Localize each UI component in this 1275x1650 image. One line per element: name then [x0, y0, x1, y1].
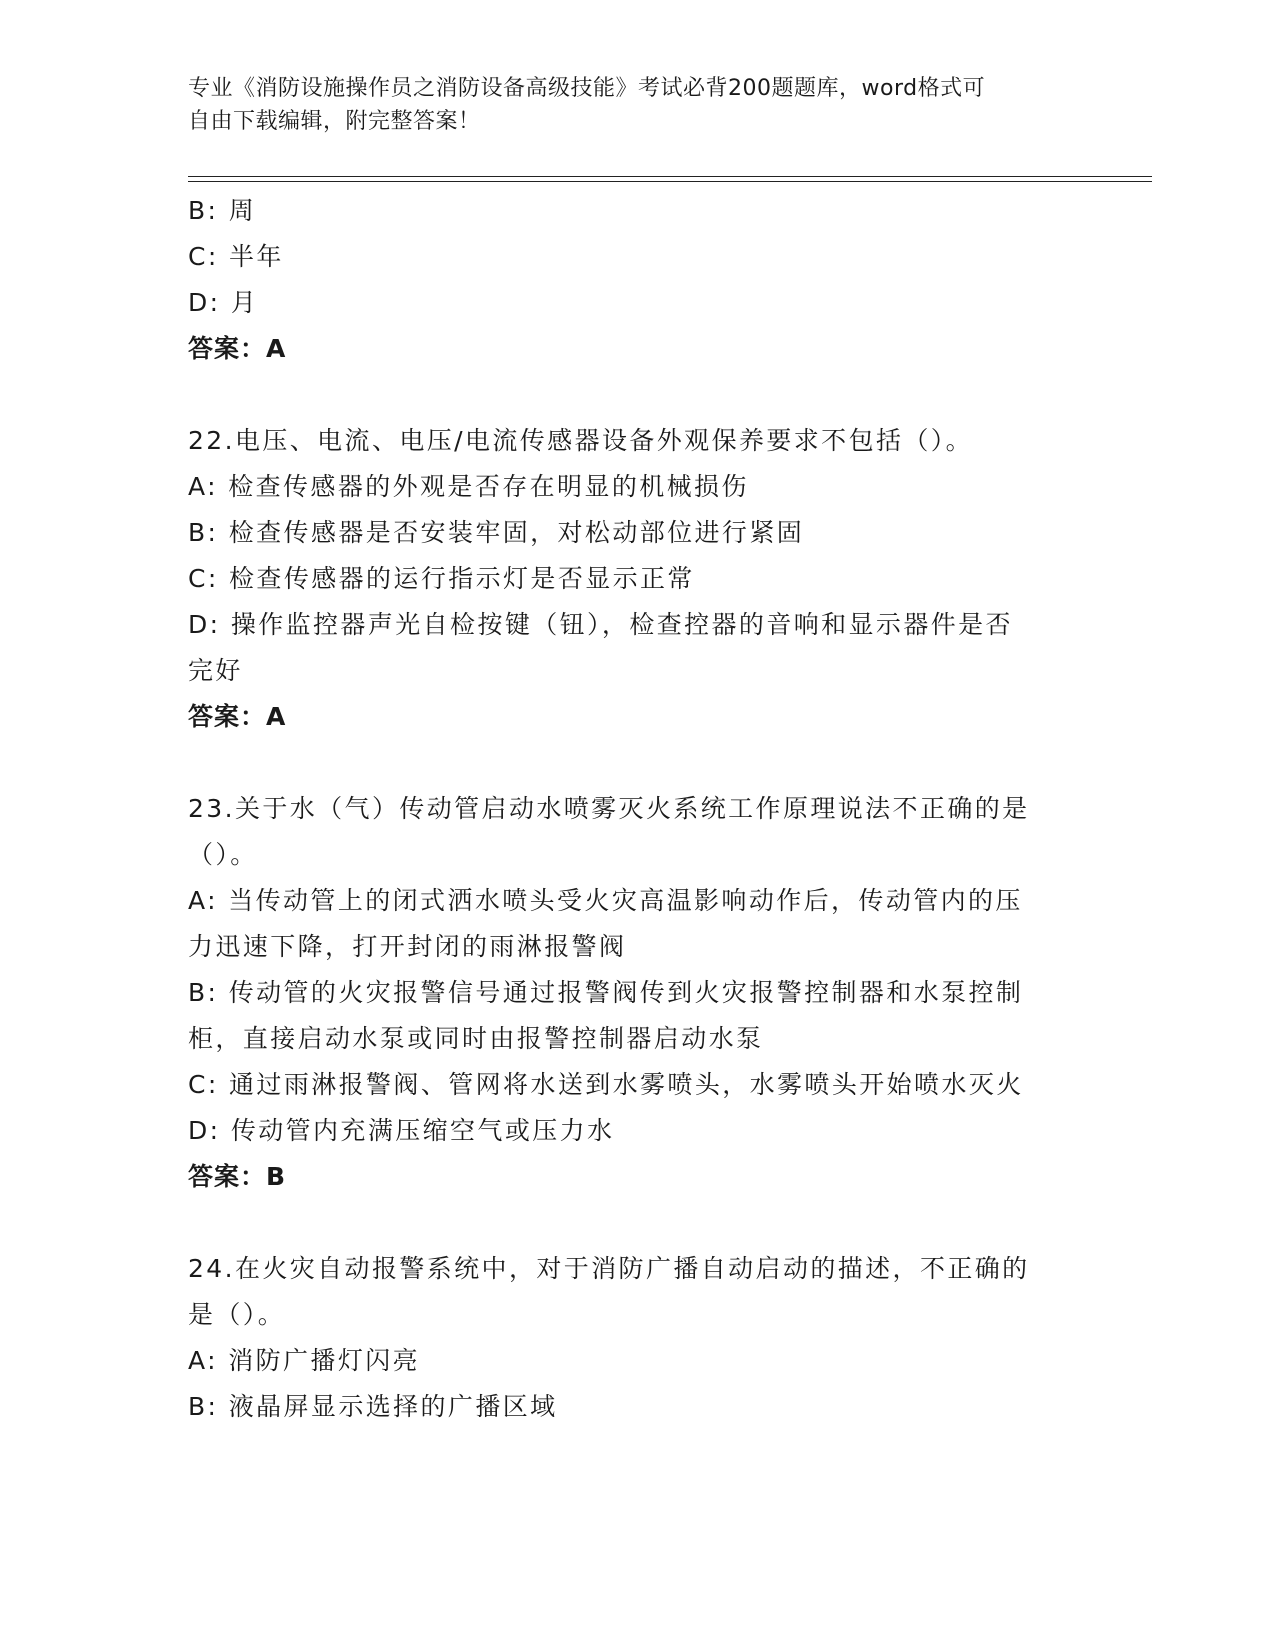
option-c: C: 检查传感器的运行指示灯是否显示正常 [188, 564, 695, 593]
option-a: A: 检查传感器的外观是否存在明显的机械损伤 [188, 472, 749, 501]
option-b: B: 检查传感器是否安装牢固，对松动部位进行紧固 [188, 518, 805, 547]
header-divider-top [188, 176, 1152, 177]
question-23 [188, 786, 1078, 1200]
option-b: B: 液晶屏显示选择的广播区域 [188, 1392, 558, 1421]
option-b-line-1: B: 传动管的火灾报警信号通过报警阀传到火灾报警控制器和水泵控制 [188, 978, 1024, 1007]
option-a-line-1: A: 当传动管上的闭式洒水喷头受火灾高温影响动作后，传动管内的压 [188, 886, 1023, 915]
question-22 [188, 418, 1078, 740]
spacer [188, 1200, 1078, 1246]
option-a: A: 消防广播灯闪亮 [188, 1346, 421, 1375]
spacer [188, 740, 1078, 786]
question-text-line-2: 是（）。 [188, 1300, 286, 1329]
question-text-line-2: （）。 [188, 840, 258, 869]
option-c: C: 通过雨淋报警阀、管网将水送到水雾喷头，水雾喷头开始喷水灭火 [188, 1070, 1024, 1099]
question-text: 22.电压、电流、电压/电流传感器设备外观保养要求不包括（）。 [188, 426, 974, 455]
option-d-line-1: D: 操作监控器声光自检按键（钮），检查控器的音响和显示器件是否 [188, 610, 1013, 639]
header-divider-bottom [188, 181, 1152, 182]
option-a-line-2: 力迅速下降，打开封闭的雨淋报警阀 [188, 932, 627, 961]
question-text-line-1: 23.关于水（气）传动管启动水喷雾灭火系统工作原理说法不正确的是 [188, 794, 1030, 823]
option-b-line-2: 柜，直接启动水泵或同时由报警控制器启动水泵 [188, 1024, 764, 1053]
question-21-tail [188, 188, 1078, 372]
option-b: B: 周 [188, 196, 257, 225]
header-title-line-1: 专业《消防设施操作员之消防设备高级技能》考试必背200题题库，word格式可 [188, 76, 986, 101]
answer-label: 答案：A [188, 702, 287, 731]
question-content [188, 188, 1078, 1430]
answer-label: 答案：A [188, 334, 287, 363]
option-c: C: 半年 [188, 242, 284, 271]
option-d: D: 月 [188, 288, 259, 317]
option-d: D: 传动管内充满压缩空气或压力水 [188, 1116, 615, 1145]
question-24 [188, 1246, 1078, 1430]
question-text-line-1: 24.在火灾自动报警系统中，对于消防广播自动启动的描述，不正确的 [188, 1254, 1030, 1283]
option-d-line-2: 完好 [188, 656, 243, 685]
spacer [188, 372, 1078, 418]
header-title-line-2: 自由下载编辑，附完整答案！ [188, 109, 481, 134]
answer-label: 答案：B [188, 1162, 287, 1191]
document-header [188, 72, 1068, 138]
